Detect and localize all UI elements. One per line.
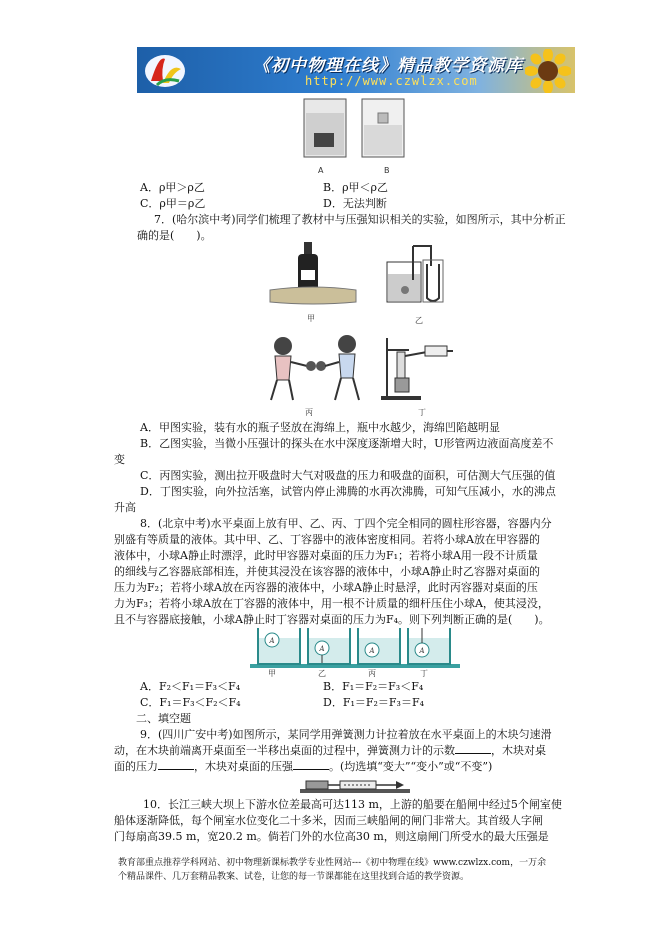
q9-blank-3[interactable] [293, 759, 329, 770]
header-banner [137, 47, 575, 93]
figure-yi [383, 240, 453, 310]
q6-option-c: C．ρ甲＝ρ乙 [140, 197, 206, 210]
fig8-caption-ding: 丁 [420, 669, 428, 678]
q9-line-1: 9．(四川广安中考)如图所示，某同学用弹簧测力计拉着放在水平桌面上的木块匀速滑 [140, 728, 552, 741]
q8-option-b: B．F₁＝F₂＝F₃＜F₄ [323, 680, 424, 693]
cup-b-caption: B [384, 166, 390, 175]
q7-option-d: D．丁图实验，向外拉活塞，试管内停止沸腾的水再次沸腾，可知气压减小，水的沸点 [140, 485, 556, 498]
q9-text-b: ，木块对桌 [491, 744, 546, 757]
fig7-caption-bing: 丙 [305, 408, 313, 417]
q9-line-2 [114, 743, 546, 758]
q6-option-d: D．无法判断 [323, 197, 387, 210]
containers-figure [250, 626, 460, 670]
site-logo-icon [143, 51, 187, 89]
cup-a-caption: A [318, 166, 324, 175]
fig8-caption-yi: 乙 [318, 669, 326, 678]
q8-option-a: A．F₂＜F₁＝F₃＜F₄ [140, 680, 241, 693]
section-heading: 二、填空题 [136, 712, 191, 725]
footer-line-2: 个精品课件、几万套精品教案、试卷，让您的每一节课都能在这里找到合适的教学资源。 [118, 872, 470, 882]
q8-stem-1: 8．(北京中考)水平桌面上放有甲、乙、丙、丁四个完全相同的圆柱形容器，容器内分 [140, 517, 552, 530]
q9-text-c: 面的压力 [114, 760, 158, 773]
spring-scale-figure [300, 775, 410, 797]
header-title: 《初中物理在线》精品教学资源库 [253, 56, 523, 76]
ball-label-ding: A [419, 647, 425, 655]
q6-option-b: B．ρ甲＜ρ乙 [323, 181, 389, 194]
q7-option-a: A．甲图实验，装有水的瓶子竖放在海绵上，瓶中水越少，海绵凹陷越明显 [140, 421, 500, 434]
q10-line-3: 门每扇高39.5 m，宽20.2 m。倘若门外的水位高30 m，则这扇闸门所受水的最大压强是 [114, 830, 549, 843]
q7-option-b: B．乙图实验，当微小压强计的探头在水中深度逐渐增大时，U形管两边液面高度差不 [140, 437, 554, 450]
q8-stem-5: 压力为F₂；若将小球A放在丙容器的液体中，小球A静止时悬浮，此时丙容器对桌面的压 [114, 581, 538, 594]
q8-stem-4: 的细线与乙容器底部相连，并使其浸没在该容器的液体中，小球A静止时乙容器对桌面的 [114, 565, 540, 578]
q8-stem-2: 别盛有等质量的液体。其中甲、乙、丁容器中的液体密度相同。若将小球A放在甲容器的 [114, 533, 540, 546]
q8-stem-6: 力为F₃；若将小球A放在丁容器的液体中，用一根不计质量的细杆压住小球A，使其浸没， [114, 597, 549, 610]
q9-blank-2[interactable] [158, 759, 194, 770]
q9-text-e: 。(均选填“变大”“变小”或“不变”) [329, 760, 493, 773]
q7-option-b-cont: 变 [114, 453, 125, 466]
figure-bing [265, 332, 365, 404]
q9-blank-1[interactable] [455, 743, 491, 754]
q10-line-2: 船体逐渐降低，每个闸室水位变化二十多米，因而三峡船闸的闸门非常大。其首级人字闸 [114, 814, 543, 827]
q7-option-c: C．丙图实验，测出拉开吸盘时大气对吸盘的压力和吸盘的面积，可估测大气压强的值 [140, 469, 556, 482]
fig8-caption-bing: 丙 [368, 669, 376, 678]
q8-option-d: D．F₁＝F₂＝F₃＝F₄ [323, 696, 424, 709]
ball-label-bing: A [369, 647, 375, 655]
q8-option-c: C．F₁＝F₃＜F₂＜F₄ [140, 696, 241, 709]
ball-label-jia: A [269, 637, 275, 645]
q9-line-3 [114, 759, 492, 774]
figure-jia [268, 240, 358, 308]
q7-stem-1: 7．(哈尔滨中考)同学们梳理了教材中与压强知识相关的实验，如图所示，其中分析正 [154, 213, 566, 226]
q8-stem-7: 且不与容器底接触，小球A静止时丁容器对桌面的压力为F₄。则下列判断正确的是( )。 [114, 613, 550, 626]
fig8-caption-jia: 甲 [268, 669, 276, 678]
q6-option-a: A．ρ甲＞ρ乙 [140, 181, 205, 194]
sunflower-icon [525, 49, 571, 93]
footer-line-1: 教育部重点推荐学科网站、初中物理新课标教学专业性网站---《初中物理在线》www.czwlzx.com，一万余 [118, 858, 547, 868]
figure-ding [375, 334, 455, 404]
q7-option-d-cont: 升高 [114, 501, 136, 514]
q10-line-1: 10．长江三峡大坝上下游水位差最高可达113 m，上游的船要在船闸中经过5个闸室使 [143, 798, 562, 811]
cups-figure [300, 97, 420, 167]
q9-text-d: ，木块对桌面的压强 [194, 760, 293, 773]
q9-text-a: 动，在木块前端离开桌面至一半移出桌面的过程中，弹簧测力计的示数 [114, 744, 455, 757]
ball-label-yi: A [319, 645, 325, 653]
fig7-caption-ding: 丁 [418, 408, 426, 417]
fig7-caption-jia: 甲 [307, 314, 315, 323]
q7-stem-2: 确的是( )。 [137, 229, 212, 242]
header-url[interactable]: http://www.czwlzx.com [305, 74, 478, 88]
q8-stem-3: 液体中，小球A静止时漂浮，此时甲容器对桌面的压力为F₁；若将小球A用一段不计质量 [114, 549, 538, 562]
fig7-caption-yi: 乙 [415, 316, 423, 325]
